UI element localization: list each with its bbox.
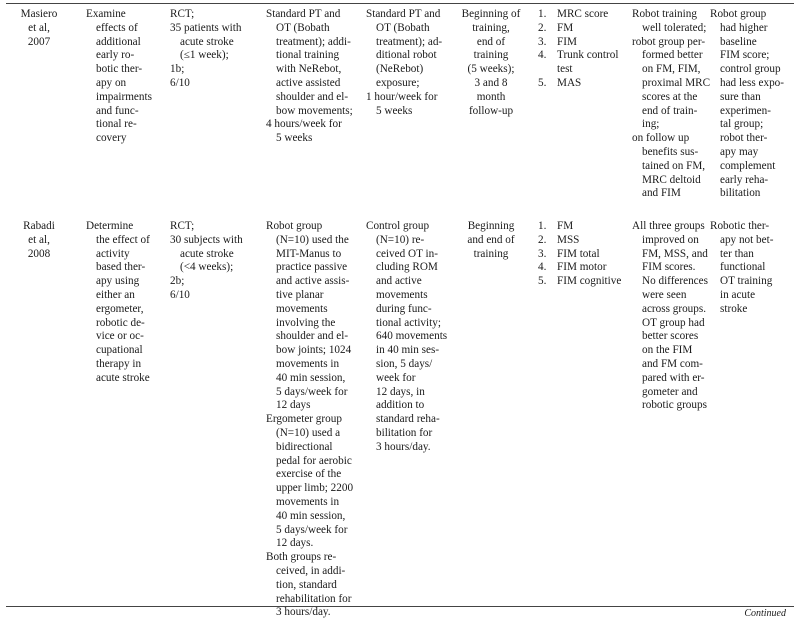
text-line: FIM score;	[720, 49, 770, 62]
text-line: movements in	[276, 495, 340, 508]
text-line: 6/10	[170, 288, 190, 301]
text-line: complement	[720, 159, 776, 172]
outcomes-cell	[538, 8, 618, 91]
outcome-text: FIM	[557, 35, 577, 48]
text-line: robot group per-	[632, 35, 706, 48]
text-line: training	[473, 49, 509, 62]
comments-cell	[710, 220, 773, 317]
text-line: 2008	[27, 247, 51, 260]
outcome-item	[538, 63, 618, 77]
text-line: benefits sus-	[642, 145, 699, 158]
outcome-number: 4.	[538, 49, 547, 62]
text-line: (N=10) used a	[276, 426, 341, 439]
text-line: movements	[376, 288, 428, 301]
text-line: Control group	[366, 220, 430, 232]
text-line: pedal for aerobic	[276, 454, 352, 467]
text-line: on follow up	[632, 132, 690, 145]
text-line: with NeRebot,	[276, 63, 342, 76]
text-line: acute stroke	[180, 35, 234, 48]
outcome-item	[538, 261, 621, 275]
text-line: No differences	[642, 275, 708, 288]
text-line: apy not bet-	[720, 233, 774, 246]
text-line: bilitation for	[376, 426, 433, 439]
text-line: movements	[276, 302, 328, 315]
text-line: in 40 min ses-	[376, 344, 440, 357]
text-line: better scores	[642, 330, 699, 343]
text-line: week for	[376, 371, 416, 384]
text-line: Determine	[86, 220, 134, 232]
outcome-number: 5.	[538, 275, 547, 288]
outcome-text: FM	[557, 220, 574, 232]
outcome-item	[538, 49, 618, 63]
outcome-number: 2.	[538, 233, 547, 246]
outcome-text: MRC score	[557, 8, 609, 20]
text-line: additional	[96, 35, 141, 48]
text-line: All three groups	[632, 220, 705, 232]
text-line: OT (Bobath	[276, 21, 330, 34]
text-line: improved on	[642, 233, 699, 246]
text-line: 5 weeks	[276, 132, 313, 145]
comments-cell	[710, 8, 784, 201]
text-line: involving the	[276, 316, 336, 329]
text-line: tive planar	[276, 288, 324, 301]
bottom-rule	[6, 606, 794, 607]
text-line: and func-	[96, 104, 139, 117]
text-line: end of	[476, 35, 506, 48]
text-line: (≤1 week);	[180, 49, 229, 62]
text-line: OT (Bobath	[376, 21, 430, 34]
text-line: 5 weeks	[376, 104, 413, 117]
text-line: 40 min session,	[276, 371, 346, 384]
results-cell	[632, 8, 710, 201]
outcome-item	[538, 248, 621, 262]
text-line: 5 days/week for	[276, 523, 348, 536]
text-line: robotic de-	[96, 316, 145, 329]
text-line: ditional robot	[376, 49, 437, 62]
outcome-number: 3.	[538, 35, 547, 48]
text-line: FM, MSS, and	[642, 247, 708, 260]
text-line: were seen	[642, 288, 687, 301]
outcome-item	[538, 36, 618, 50]
text-line: addition to	[376, 399, 425, 412]
text-line: Ergometer group	[266, 413, 342, 426]
study-cell	[10, 220, 68, 261]
text-line: tional training	[276, 49, 340, 62]
text-line: 40 min session,	[276, 509, 346, 522]
top-rule	[6, 3, 794, 4]
text-line: robot ther-	[720, 132, 768, 145]
text-line: gometer and	[642, 385, 698, 398]
text-line: Robot training	[632, 8, 697, 20]
text-line: 3 hours/day.	[276, 606, 331, 619]
text-line: cluding ROM	[376, 261, 438, 274]
results-cell	[632, 220, 708, 413]
text-line: vice or oc-	[96, 330, 144, 343]
outcome-list	[538, 8, 618, 91]
text-line: in acute	[720, 288, 756, 301]
text-line: sion, 5 days/	[376, 357, 433, 370]
text-line: tained on FM,	[642, 159, 706, 172]
text-line: 5 days/week for	[276, 385, 348, 398]
text-line: baseline	[720, 35, 757, 48]
text-line: active assisted	[276, 76, 341, 89]
text-line: sure than	[720, 90, 761, 103]
text-line: Standard PT and	[366, 8, 441, 20]
outcome-number: 3.	[538, 247, 547, 260]
text-line: botic ther-	[96, 63, 143, 76]
text-line: treatment); addi-	[276, 35, 351, 48]
text-line: activity	[96, 247, 130, 260]
text-line: Beginning of	[461, 8, 521, 20]
outcome-number: 5.	[538, 76, 547, 89]
text-line: therapy in	[96, 357, 142, 370]
objective-cell	[86, 220, 150, 386]
text-line: tional activity;	[376, 316, 441, 329]
text-line: upper limb; 2200	[276, 482, 354, 495]
text-line: exposure;	[376, 76, 420, 89]
text-line: training	[473, 247, 509, 260]
text-line: 12 days	[276, 399, 311, 412]
text-line: stroke	[720, 302, 748, 315]
text-line: 30 subjects with	[170, 233, 243, 246]
outcome-number: 2.	[538, 21, 547, 34]
text-line: Rabadi	[23, 220, 55, 232]
text-line: 35 patients with	[170, 21, 242, 34]
text-line: Masiero	[20, 8, 58, 20]
outcome-list	[538, 220, 621, 289]
text-line: on FM, FIM,	[642, 63, 701, 76]
text-line: 12 days, in	[376, 385, 425, 398]
text-line: treatment); ad-	[376, 35, 443, 48]
text-line: rehabilitation for	[276, 592, 352, 605]
text-line: robotic groups	[642, 399, 707, 412]
text-line: 640 movements	[376, 330, 448, 343]
text-line: and FIM	[642, 187, 681, 200]
outcome-text: FIM cognitive	[557, 275, 622, 288]
text-line: apy may	[720, 145, 759, 158]
text-line: ceived OT in-	[376, 247, 438, 260]
timing-cell	[458, 220, 524, 261]
text-line: Beginning	[467, 220, 515, 232]
text-line: shoulder and el-	[276, 90, 349, 103]
outcome-item	[538, 77, 618, 91]
text-line: during func-	[376, 302, 432, 315]
text-line: either an	[96, 288, 135, 301]
text-line: had less expo-	[720, 76, 785, 89]
text-line: et al,	[28, 233, 50, 246]
outcome-item	[538, 8, 618, 22]
text-line: tion, standard	[276, 578, 337, 591]
text-line: effects of	[96, 21, 138, 34]
text-line: 1b;	[170, 63, 185, 76]
text-line: acute stroke	[96, 371, 150, 384]
control-cell	[366, 220, 447, 455]
timing-cell	[458, 8, 524, 118]
outcomes-cell	[538, 220, 621, 289]
text-line: MIT-Manus to	[276, 247, 342, 260]
text-line: bow movements;	[276, 104, 353, 117]
text-line: the effect of	[96, 233, 150, 246]
text-line: bidirectional	[276, 440, 333, 453]
outcome-item	[538, 275, 621, 289]
text-line: apy on	[96, 76, 127, 89]
text-line: formed better	[642, 49, 703, 62]
control-cell	[366, 8, 442, 118]
text-line: training,	[472, 21, 510, 34]
text-line: functional	[720, 261, 766, 274]
text-line: (<4 weeks);	[180, 261, 234, 274]
text-line: bow joints; 1024	[276, 344, 352, 357]
text-line: impairments	[96, 90, 152, 103]
outcome-text: FM	[557, 21, 574, 34]
text-line: Both groups re-	[266, 551, 337, 564]
outcome-text: FIM motor	[557, 261, 607, 274]
text-line: and active	[376, 275, 422, 288]
text-line: and FM com-	[642, 357, 703, 370]
text-line: MRC deltoid	[642, 173, 701, 186]
text-line: ing;	[642, 118, 660, 131]
text-line: covery	[96, 132, 127, 145]
text-line: Robot group	[266, 220, 323, 232]
text-line: early reha-	[720, 173, 769, 186]
text-line: based ther-	[96, 261, 146, 274]
design-cell	[170, 8, 241, 91]
outcome-number: 1.	[538, 220, 547, 232]
text-line: 3 and 8	[474, 76, 508, 89]
text-line: Robotic ther-	[710, 220, 770, 232]
text-line: ceived, in addi-	[276, 564, 346, 577]
text-line: ter than	[720, 247, 754, 260]
text-line: RCT;	[170, 8, 195, 20]
objective-cell	[86, 8, 152, 146]
outcome-text: FIM total	[557, 247, 600, 260]
text-line: OT group had	[642, 316, 705, 329]
text-line: and end of	[467, 233, 515, 246]
text-line: experimen-	[720, 104, 771, 117]
text-line: apy using	[96, 275, 140, 288]
experimental-cell	[266, 8, 353, 146]
text-line: acute stroke	[180, 247, 234, 260]
text-line: 6/10	[170, 76, 190, 89]
text-line: (5 weeks);	[467, 63, 515, 76]
text-line: FIM scores.	[642, 261, 696, 274]
text-line: (NeRebot)	[376, 63, 424, 76]
text-line: follow-up	[468, 104, 514, 117]
text-line: Robot group	[710, 8, 767, 20]
text-line: (N=10) re-	[376, 233, 425, 246]
text-line: ergometer,	[96, 302, 144, 315]
outcome-text: MAS	[557, 76, 582, 89]
text-line: cupational	[96, 344, 143, 357]
text-line: practice passive	[276, 261, 348, 274]
text-line: Examine	[86, 8, 126, 20]
text-line: OT training	[720, 275, 773, 288]
outcome-text: test	[557, 63, 573, 76]
study-cell	[10, 8, 68, 49]
text-line: 4 hours/week for	[266, 118, 342, 131]
text-line: bilitation	[720, 187, 761, 200]
text-line: 2b;	[170, 275, 185, 288]
outcome-text: MSS	[557, 233, 580, 246]
text-line: 2007	[27, 35, 51, 48]
text-line: movements in	[276, 357, 340, 370]
text-line: on the FIM	[642, 344, 693, 357]
text-line: et al,	[28, 21, 50, 34]
text-line: end of train-	[642, 104, 698, 117]
text-line: pared with er-	[642, 371, 705, 384]
text-line: across groups.	[642, 302, 707, 315]
text-line: standard reha-	[376, 413, 440, 426]
design-cell	[170, 220, 243, 303]
text-line: exercise of the	[276, 468, 342, 481]
text-line: Standard PT and	[266, 8, 341, 20]
text-line: 3 hours/day.	[376, 440, 431, 453]
text-line: control group	[720, 63, 781, 76]
text-line: shoulder and el-	[276, 330, 349, 343]
text-line: 1 hour/week for	[366, 90, 438, 103]
outcome-number: 4.	[538, 261, 547, 274]
text-line: 12 days.	[276, 537, 314, 550]
text-line: had higher	[720, 21, 768, 34]
text-line: tal group;	[720, 118, 764, 131]
text-line: and active assis-	[276, 275, 350, 288]
outcome-number: 1.	[538, 8, 547, 20]
outcome-item	[538, 234, 621, 248]
experimental-cell	[266, 220, 353, 620]
outcome-text: Trunk control	[557, 49, 619, 62]
text-line: scores at the	[642, 90, 698, 103]
text-line: proximal MRC	[642, 76, 711, 89]
text-line: well tolerated;	[642, 21, 707, 34]
text-line: (N=10) used the	[276, 233, 349, 246]
outcome-item	[538, 22, 618, 36]
outcome-item	[538, 220, 621, 234]
text-line: early ro-	[96, 49, 135, 62]
text-line: RCT;	[170, 220, 195, 232]
text-line: month	[476, 90, 506, 103]
continued-label: Continued	[744, 608, 786, 619]
text-line: tional re-	[96, 118, 137, 131]
